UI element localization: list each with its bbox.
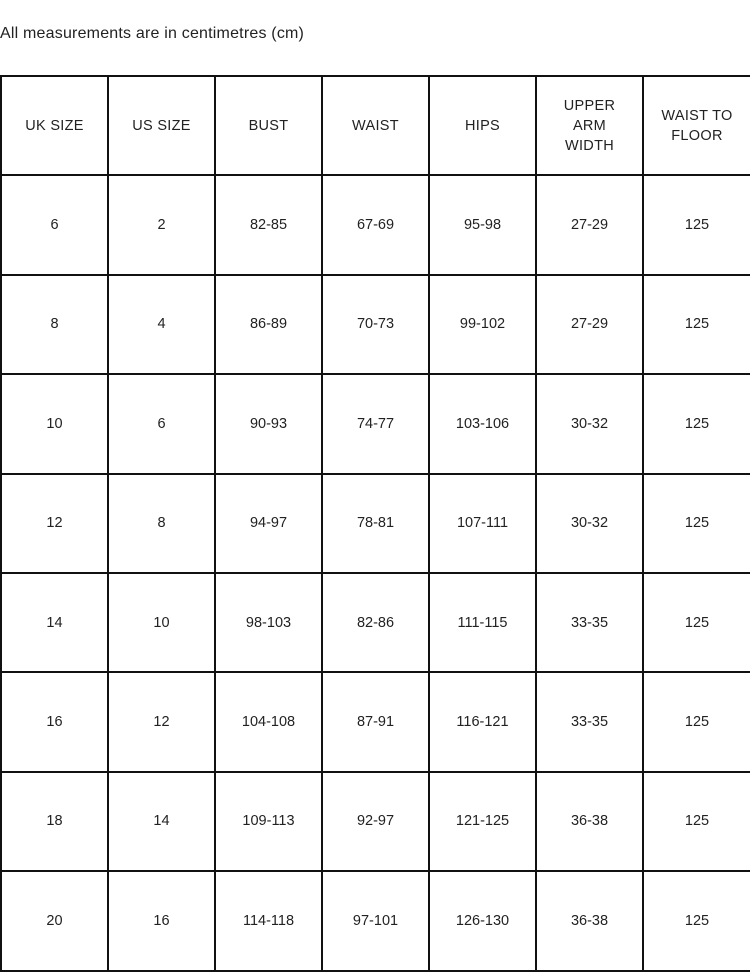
cell-uk-size: 8 [1, 275, 108, 374]
cell-uk-size: 12 [1, 474, 108, 573]
cell-waist-to-floor: 125 [643, 772, 750, 871]
cell-hips: 107-111 [429, 474, 536, 573]
cell-bust: 82-85 [215, 175, 322, 274]
cell-waist: 70-73 [322, 275, 429, 374]
table-row [1, 175, 750, 274]
cell-us-size: 4 [108, 275, 215, 374]
cell-uk-size: 18 [1, 772, 108, 871]
cell-upper-arm-width: 27-29 [536, 275, 643, 374]
cell-us-size: 6 [108, 374, 215, 473]
cell-bust: 104-108 [215, 672, 322, 771]
header-line: US SIZE [132, 117, 191, 134]
cell-bust: 98-103 [215, 573, 322, 672]
header-waist [322, 76, 429, 175]
header-waist-to-floor [643, 76, 750, 175]
cell-us-size: 12 [108, 672, 215, 771]
cell-waist-to-floor: 125 [643, 672, 750, 771]
header-line: FLOOR [671, 127, 723, 144]
table-row [1, 871, 750, 970]
cell-bust: 109-113 [215, 772, 322, 871]
cell-waist-to-floor: 125 [643, 374, 750, 473]
header-line: UPPER [563, 97, 616, 114]
cell-uk-size: 10 [1, 374, 108, 473]
measurement-note: All measurements are in centimetres (cm) [0, 25, 305, 42]
cell-uk-size: 20 [1, 871, 108, 970]
cell-hips: 116-121 [429, 672, 536, 771]
cell-waist: 82-86 [322, 573, 429, 672]
cell-us-size: 2 [108, 175, 215, 274]
cell-upper-arm-width: 30-32 [536, 474, 643, 573]
header-hips [429, 76, 536, 175]
table-row [1, 672, 750, 771]
header-upper-arm-width [536, 76, 643, 175]
cell-uk-size: 16 [1, 672, 108, 771]
cell-upper-arm-width: 36-38 [536, 772, 643, 871]
header-line: WIDTH [564, 137, 614, 154]
cell-waist-to-floor: 125 [643, 573, 750, 672]
cell-us-size: 14 [108, 772, 215, 871]
cell-hips: 99-102 [429, 275, 536, 374]
header-line: WAIST TO [661, 107, 733, 124]
header-line: WAIST [352, 117, 399, 134]
cell-waist: 67-69 [322, 175, 429, 274]
table-row [1, 374, 750, 473]
cell-waist: 74-77 [322, 374, 429, 473]
header-line: ARM [572, 117, 607, 134]
cell-waist-to-floor: 125 [643, 175, 750, 274]
cell-upper-arm-width: 30-32 [536, 374, 643, 473]
cell-waist: 87-91 [322, 672, 429, 771]
cell-hips: 103-106 [429, 374, 536, 473]
table-row [1, 772, 750, 871]
table-row [1, 573, 750, 672]
cell-waist-to-floor: 125 [643, 275, 750, 374]
cell-bust: 114-118 [215, 871, 322, 970]
cell-bust: 86-89 [215, 275, 322, 374]
header-line: HIPS [464, 117, 501, 134]
cell-uk-size: 14 [1, 573, 108, 672]
cell-hips: 121-125 [429, 772, 536, 871]
cell-hips: 95-98 [429, 175, 536, 274]
cell-waist-to-floor: 125 [643, 871, 750, 970]
cell-upper-arm-width: 27-29 [536, 175, 643, 274]
table-body [1, 175, 750, 970]
cell-waist: 78-81 [322, 474, 429, 573]
cell-us-size: 16 [108, 871, 215, 970]
header-uk-size [1, 76, 108, 175]
header-line: UK SIZE [25, 117, 84, 134]
cell-waist: 92-97 [322, 772, 429, 871]
cell-waist: 97-101 [322, 871, 429, 970]
cell-upper-arm-width: 33-35 [536, 672, 643, 771]
cell-us-size: 8 [108, 474, 215, 573]
table-row [1, 275, 750, 374]
cell-upper-arm-width: 36-38 [536, 871, 643, 970]
cell-hips: 111-115 [429, 573, 536, 672]
header-line: BUST [248, 117, 289, 134]
cell-hips: 126-130 [429, 871, 536, 970]
header-bust [215, 76, 322, 175]
header-us-size [108, 76, 215, 175]
cell-waist-to-floor: 125 [643, 474, 750, 573]
cell-bust: 94-97 [215, 474, 322, 573]
cell-upper-arm-width: 33-35 [536, 573, 643, 672]
size-chart-table [0, 75, 750, 972]
cell-uk-size: 6 [1, 175, 108, 274]
cell-us-size: 10 [108, 573, 215, 672]
table-header-row [1, 76, 750, 175]
cell-bust: 90-93 [215, 374, 322, 473]
table-row [1, 474, 750, 573]
